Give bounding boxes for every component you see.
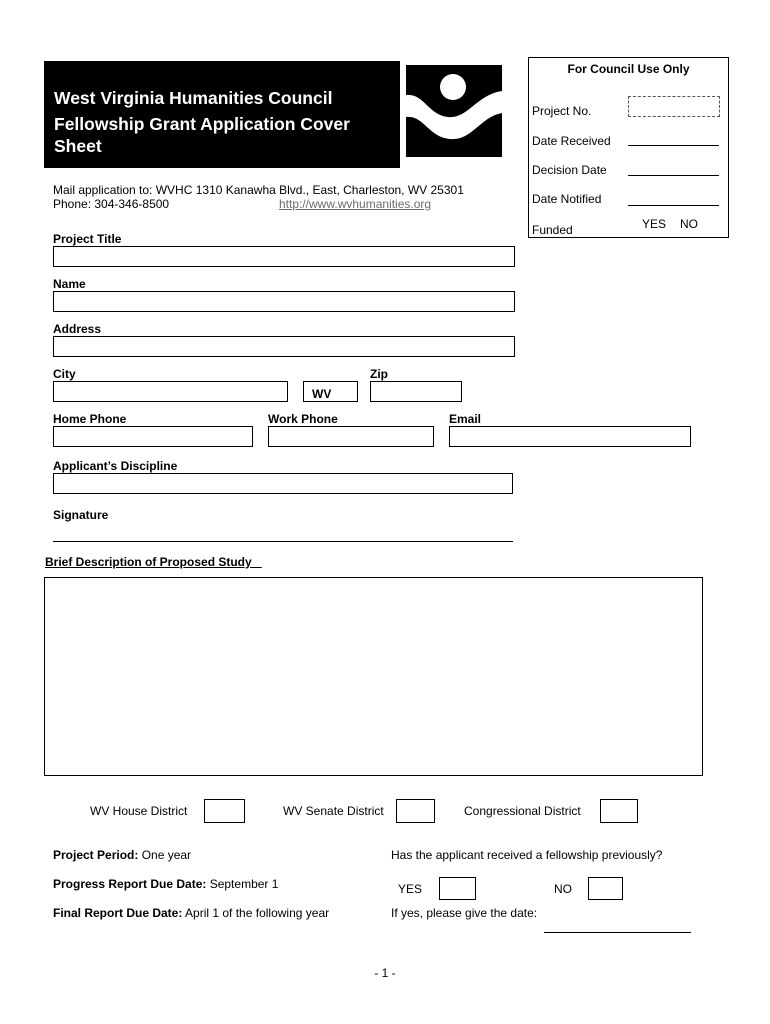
address-label: Address [53, 322, 102, 336]
previous-no-checkbox[interactable] [588, 877, 623, 900]
wave-figure-logo-icon [406, 65, 502, 157]
work-phone-label: Work Phone [268, 412, 338, 426]
name-input[interactable] [53, 291, 515, 312]
work-phone-input[interactable] [268, 426, 434, 447]
project-title-label: Project Title [53, 232, 122, 246]
funded-no[interactable]: NO [680, 217, 698, 231]
senate-district-input[interactable] [396, 799, 435, 823]
date-notified-line[interactable] [628, 205, 719, 206]
previous-fellowship-question: Has the applicant received a fellowship previously? [391, 848, 663, 862]
city-label: City [53, 367, 76, 381]
date-received-line[interactable] [628, 145, 719, 146]
title-line-2: Fellowship Grant Application Cover [54, 114, 350, 134]
funded-yes[interactable]: YES [642, 217, 667, 231]
senate-district-label: WV Senate District [283, 804, 384, 818]
address-input[interactable] [53, 336, 515, 357]
discipline-label: Applicant’s Discipline [53, 459, 178, 473]
congressional-district-label: Congressional District [464, 804, 581, 818]
description-label: Brief Description of Proposed Study [45, 555, 252, 569]
decision-date-label: Decision Date [532, 163, 607, 177]
previous-no-label: NO [554, 882, 572, 896]
house-district-input[interactable] [204, 799, 245, 823]
state-field [303, 381, 358, 402]
previous-yes-checkbox[interactable] [439, 877, 476, 900]
project-no-label: Project No. [532, 104, 592, 118]
discipline-input[interactable] [53, 473, 513, 494]
council-use-box [528, 57, 729, 238]
page-number: - 1 - [374, 966, 396, 980]
previous-date-line[interactable] [544, 932, 691, 933]
signature-line[interactable] [53, 541, 513, 542]
home-phone-input[interactable] [53, 426, 253, 447]
council-title: For Council Use Only [567, 62, 690, 76]
state-value: WV [312, 387, 332, 401]
title-line-3: Sheet [54, 136, 102, 156]
zip-input[interactable] [370, 381, 462, 402]
title-line-1: West Virginia Humanities Council [54, 88, 333, 108]
signature-label: Signature [53, 508, 109, 522]
zip-label: Zip [370, 367, 388, 381]
mail-address: Mail application to: WVHC 1310 Kanawha Blvd., East, Charleston, WV 25301 [53, 183, 464, 197]
name-label: Name [53, 277, 86, 291]
previous-date-prompt: If yes, please give the date: [391, 906, 538, 920]
funded-label: Funded [532, 223, 573, 237]
decision-date-line[interactable] [628, 175, 719, 176]
date-received-label: Date Received [532, 134, 611, 148]
project-title-input[interactable] [53, 246, 515, 267]
home-phone-label: Home Phone [53, 412, 127, 426]
date-notified-label: Date Notified [532, 192, 602, 206]
progress-report-due: Progress Report Due Date: September 1 [53, 877, 279, 891]
email-input[interactable] [449, 426, 691, 447]
email-label: Email [449, 412, 482, 426]
final-report-due: Final Report Due Date: April 1 of the following year [53, 906, 330, 920]
description-textarea[interactable] [44, 577, 703, 776]
house-district-label: WV House District [90, 804, 188, 818]
project-no-field[interactable] [628, 96, 720, 117]
phone-number: Phone: 304-346-8500 [53, 197, 170, 211]
title-block [44, 61, 400, 168]
congressional-district-input[interactable] [600, 799, 638, 823]
project-period: Project Period: One year [53, 848, 192, 862]
website-link[interactable]: http://www.wvhumanities.org [279, 197, 432, 211]
previous-yes-label: YES [398, 882, 423, 896]
city-input[interactable] [53, 381, 288, 402]
